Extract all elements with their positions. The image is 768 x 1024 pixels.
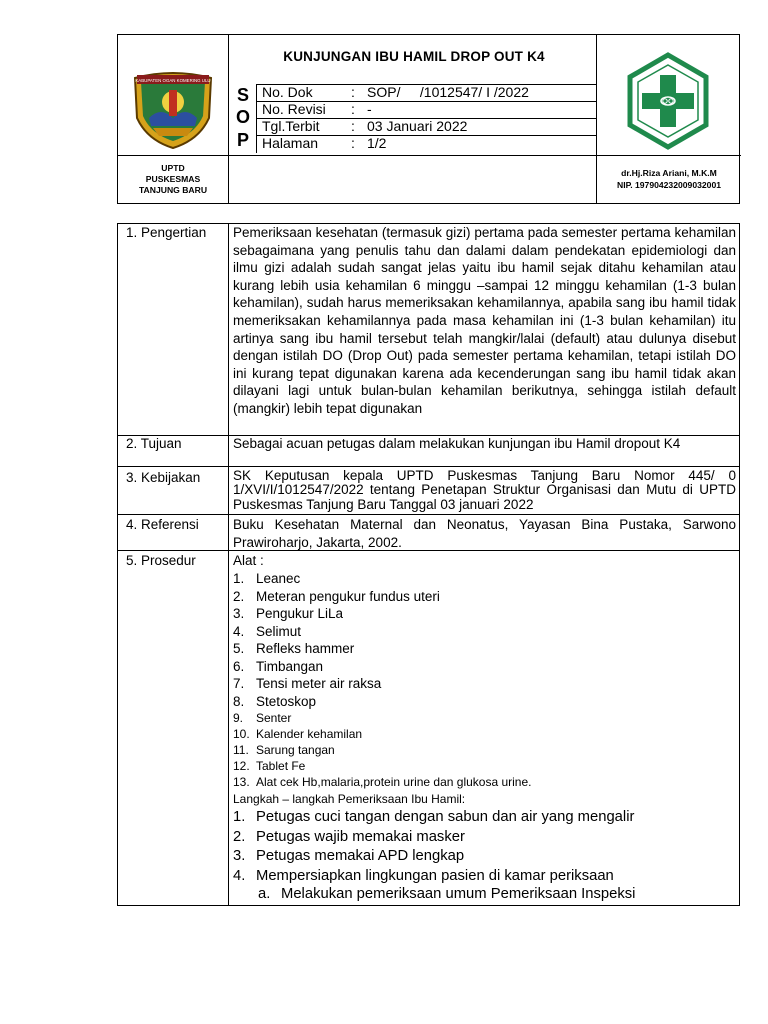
item-number: 1. [233,571,245,586]
sop-content-table [117,223,740,906]
item-text: Timbangan [256,658,324,674]
meta-value: 1/2 [367,135,387,151]
item-text: Kalender kehamilan [256,727,363,741]
item-number: 5. [233,641,245,656]
section-label-referensi: 4. Referensi [126,517,199,532]
section-text-referensi: Buku Kesehatan Maternal dan Neonatus, Yayasan Bina Pustaka, Sarwono Prawiroharjo, Jakarta, 2002. [233,517,736,550]
meta-row-revision [256,101,598,118]
item-text: Tablet Fe [256,759,306,773]
org-line: PUSKESMAS [145,174,201,184]
item-number: 9. [233,711,244,725]
meta-row-document-number [256,84,598,101]
item-number: 10. [233,727,250,741]
item-text: Alat cek Hb,malaria,protein urine dan glukosa urine. [256,775,532,789]
item-number: 13. [233,775,250,789]
section-text-kebijakan: SK Keputusan kepala UPTD Puskesmas Tanjung Baru Nomor 445/ 0 1/XVI/I/1012547/2022 tentang Penetapan Struktur Organisasi dan Mutu di UPTD Puskesmas Tanjung Baru Tanggal 03 januari 2022 [233,468,736,512]
section-label-prosedur: 5. Prosedur [126,553,196,568]
sop-header-table [117,34,740,204]
item-text: Meteran pengukur fundus uteri [256,588,440,604]
item-number: 6. [233,658,245,674]
item-text: Mempersiapkan lingkungan pasien di kamar periksaan [256,867,614,884]
item-number: 4. [233,867,246,884]
meta-colon: : [351,118,355,134]
item-text: Leanec [256,571,301,586]
sop-letter: S [236,85,249,105]
item-text: Pengukur LiLa [256,606,344,621]
section-label-tujuan: 2. Tujuan [126,436,182,451]
item-number: 4. [233,623,245,639]
item-number: a. [258,886,271,902]
organization-name [118,163,228,196]
meta-label: No. Dok [262,84,313,100]
alat-heading: Alat : [233,553,264,568]
item-text: Sarung tangan [256,743,335,757]
item-number: 8. [233,693,245,709]
item-number: 3. [233,848,246,864]
item-number: 3. [233,606,245,621]
header-divider [228,35,229,203]
org-line: TANJUNG BARU [138,185,208,195]
meta-label: Halaman [262,135,319,151]
section-text-tujuan: Sebagai acuan petugas dalam melakukan kunjungan ibu Hamil dropout K4 [233,436,681,451]
signer-nip: NIP. 197904232009032001 [616,180,722,190]
org-line: UPTD [161,163,185,173]
meta-colon: : [351,84,355,100]
meta-colon: : [351,135,355,151]
item-number: 7. [233,676,245,691]
item-text: Stetoskop [256,693,317,709]
item-text: Refleks hammer [256,641,355,656]
item-number: 12. [233,759,250,773]
sop-letter: O [235,107,250,127]
sop-label [230,85,256,153]
header-divider [118,155,741,156]
signer-block [598,167,740,191]
item-text: Senter [256,711,292,725]
section-text-pengertian: Pemeriksaan kesehatan (termasuk gizi) pertama pada semester pertama kehamilan sebagaimana yang penulis tahu dan dalami dalam pendekatan epidemiologi dan ilmu gizi adalah sudah sangat jelas yaitu ibu hamil sejak ditahu kehamilan atau kurang lebih usia kehamilan 6 minggu –sampai 12 minggu kehamilan (1-3 bulan kehamilan), sudah harus memeriksakan kehamilannya, apabila sang ibu hamil tidak memeriksakan kehamilannya pada masa kehamilan ini (1-3 bulan kehamilan) itu artinya sang ibu hamil tersebut telah mangkir/lalai (default) atau dulunya disebut dengan istilah DO (Drop Out) pada semester pertama kehamilan, tetapi istilah DO ini kurang tepat digunakan karena ada kecenderungan sang ibu hamil tidak akan dilayani lagi untuk bulan-bulan kehamilan berikutnya, sehingga istilah default (mangkir) lebih tepat digunakan [233,225,736,416]
item-text: Petugas memakai APD lengkap [256,848,465,864]
item-text: Selimut [256,623,302,639]
regency-emblem-logo [129,68,217,150]
item-text: Melakukan pemeriksaan umum Pemeriksaan Inspeksi [281,886,636,902]
item-number: 11. [233,743,249,757]
section-divider [118,514,739,515]
meta-value: 03 Januari 2022 [367,118,468,134]
section-divider [118,466,739,467]
meta-value: SOP/ /1012547/ I /2022 [367,84,529,100]
item-number: 2. [233,588,245,604]
item-text: Petugas cuci tangan dengan sabun dan air yang mengalir [256,809,635,825]
item-number: 1. [233,809,246,825]
meta-value: - [367,101,372,117]
meta-label: Tgl.Terbit [262,118,320,134]
sop-letter: P [236,130,249,150]
puskesmas-logo [622,51,714,151]
label-column-divider [228,224,229,905]
langkah-heading: Langkah – langkah Pemeriksaan Ibu Hamil: [233,792,466,806]
item-text: Tensi meter air raksa [256,676,382,691]
section-label-kebijakan: 3. Kebijakan [126,470,201,485]
meta-colon: : [351,101,355,117]
meta-label: No. Revisi [262,101,326,117]
emblem-banner-text: KABUPATEN OGAN KOMERING ULU [135,78,211,83]
item-number: 2. [233,828,246,845]
meta-row-page [256,135,598,152]
meta-row-issue-date [256,118,598,135]
section-label-pengertian: 1. Pengertian [126,225,207,240]
signer-name: dr.Hj.Riza Ariani, M.K.M [621,168,717,178]
document-title: KUNJUNGAN IBU HAMIL DROP OUT K4 [283,49,545,64]
item-text: Petugas wajib memakai masker [256,828,465,845]
